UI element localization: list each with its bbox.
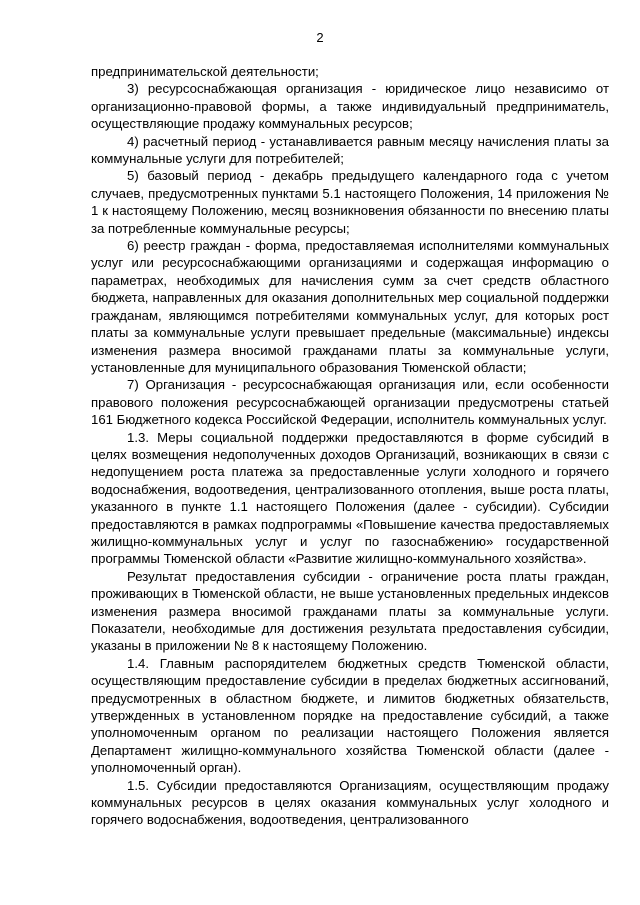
paragraph-section-1-3: 1.3. Меры социальной поддержки предоставляются в форме субсидий в целях возмещения недополученных доходов Организаций, возникающих в связи с недопущением роста платежа за предоставленные услуги холодного и горячего водоснабжения, водоотведения, централизованного отопления, выше роста платы, указанного в пункте 1.1 настоящего Положения (далее - субсидии). Субсидии предоставляются в рамках подпрограммы «Повышение качества предоставляемых жилищно-коммунальных услуг и услуг по газоснабжению» государственной программы Тюменской области «Развитие жилищно-коммунального хозяйства». bbox=[91, 429, 609, 567]
paragraph-continued: предпринимательской деятельности; bbox=[91, 64, 319, 79]
paragraph-definition-6: 6) реестр граждан - форма, предоставляемая исполнителями коммунальных услуг или ресурсоснабжающими организациями и содержащая информацию о параметрах, необходимых для начисления сумм за счет средств областного бюджета, направленных для оказания дополнительных мер социальной поддержки гражданам, являющимся потребителями коммунальных услуг, для которых рост платы за коммунальные услуги превышает предельные (максимальные) индексы изменения размера вносимой гражданами платы за коммунальные услуги, установленные для муниципального образования Тюменской области; bbox=[91, 238, 609, 375]
paragraph-definition-7: 7) Организация - ресурсоснабжающая организация или, если особенности правового положения ресурсоснабжающей организации предусмотрены статьей 161 Бюджетного кодекса Российской Федерации, исполнитель коммунальных услуг. bbox=[91, 377, 609, 428]
document-body bbox=[91, 63, 609, 829]
paragraph-subsidy-result: Результат предоставления субсидии - ограничение роста платы граждан, проживающих в Тюменской области, не выше установленных предельных индексов изменения размера вносимой гражданами платы за коммунальные услуги. Показатели, необходимые для достижения результата предоставления субсидии, указаны в приложении № 8 к настоящему Положению. bbox=[91, 568, 609, 654]
paragraph-definition-4: 4) расчетный период - устанавливается равным месяцу начисления платы за коммунальные услуги для потребителей; bbox=[91, 133, 609, 167]
page-number: 2 bbox=[316, 30, 324, 45]
paragraph-section-1-4: 1.4. Главным распорядителем бюджетных средств Тюменской области, осуществляющим предоставление субсидии в пределах бюджетных ассигнований, предусмотренных в областном бюджете, и лимитов бюджетных обязательств, утвержденных в установленном порядке на предоставление субсидий, а также уполномоченным органом по реализации настоящего Положения является Департамент жилищно-коммунального хозяйства Тюменской области (далее - уполномоченный орган). bbox=[91, 655, 609, 776]
paragraph-section-1-5: 1.5. Субсидии предоставляются Организациям, осуществляющим продажу коммунальных ресурсов в целях оказания коммунальных услуг холодного и горячего водоснабжения, водоотведения, централизованного bbox=[91, 777, 609, 828]
paragraph-definition-5: 5) базовый период - декабрь предыдущего календарного года с учетом случаев, предусмотренных пунктами 5.1 настоящего Положения, 14 приложения № 1 к настоящему Положению, месяц возникновения обязанности по внесению платы за потребленные коммунальные ресурсы; bbox=[91, 168, 609, 236]
paragraph-definition-3: 3) ресурсоснабжающая организация - юридическое лицо независимо от организационно-правовой формы, а также индивидуальный предприниматель, осуществляющие продажу коммунальных ресурсов; bbox=[91, 81, 609, 132]
